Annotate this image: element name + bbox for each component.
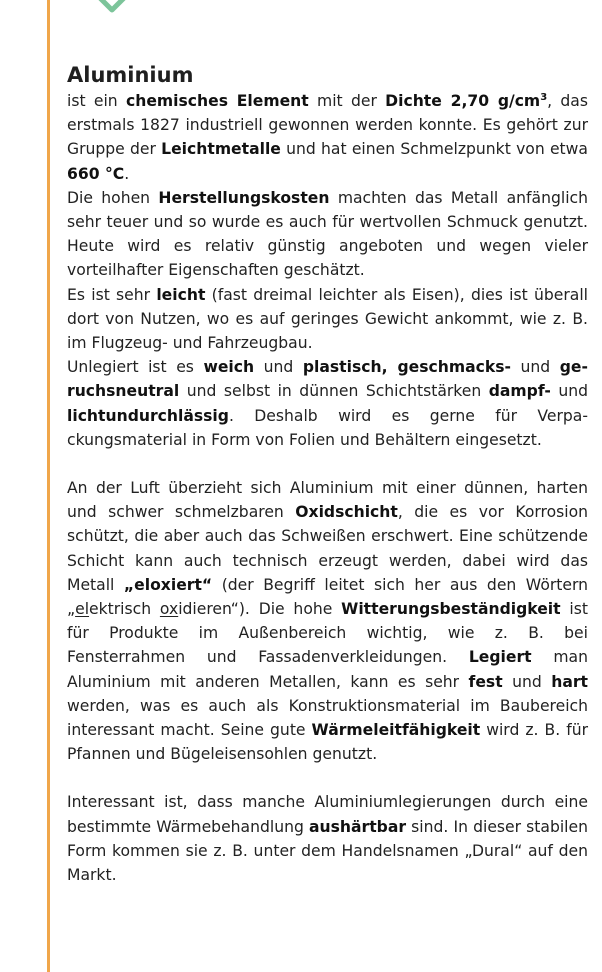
bold-term: fest	[468, 672, 503, 691]
paragraph-3	[67, 283, 588, 356]
density-label: Dichte 2,70 g/cm	[385, 92, 541, 110]
article	[67, 62, 588, 887]
bold-term: geruchsneutral	[67, 358, 588, 401]
text: und hat einen Schmelzpunkt von etwa	[280, 140, 588, 159]
text: ektrisch	[89, 600, 160, 619]
text: und	[550, 382, 588, 401]
text: und selbst in dünnen Schichtstärken	[179, 382, 489, 401]
text: An der Luft überzieht sich Aluminium mit einer dünnen, harten und schwer schmelzbaren	[67, 479, 588, 522]
text: . Deshalb wird es gerne für Verpackungsmaterial in Form von Folien und Behältern eingesetzt.	[67, 406, 588, 449]
text: Es ist sehr	[67, 285, 157, 304]
text: Interessant ist, dass manche Aluminiumlegierungen durch eine bestimmte Wärmebehandlung	[67, 793, 588, 836]
bold-term	[385, 92, 547, 110]
bold-term: aushärtbar	[309, 817, 407, 836]
text: werden, was es auch als Konstruktionsmaterial im Baubereich interessant macht. Seine gute	[67, 696, 588, 740]
text: (fast dreimal leichter als Eisen), dies ist überall dort von Nutzen, wo es auf geringes Gewicht ankommt, wie z. B. im Flugzeug- und Fahrzeugbau.	[67, 285, 588, 353]
text: sind. In dieser stabilen Form kommen sie z. B. unter dem Handelsnamen „Dural“ auf den Markt.	[67, 817, 588, 885]
bold-term: plastisch, geschmacks-	[302, 358, 512, 377]
paragraph-5	[67, 476, 588, 766]
text: und	[511, 358, 560, 377]
bold-term: Wärmeleitfähigkeit	[311, 721, 481, 740]
paragraph-4	[67, 355, 588, 452]
text: (der Begriff leitet sich her aus den Wörtern „	[67, 575, 588, 619]
bold-term: Herstellungskosten	[158, 188, 330, 207]
bold-term: weich	[203, 358, 255, 377]
text: wird z. B. für Pfannen und Bügeleisensohlen genutzt.	[67, 721, 588, 764]
text: .	[124, 164, 130, 183]
page-title: Aluminium	[67, 63, 194, 87]
text: , das erstmals 1827 industriell gewonnen werden konnte. Es gehört zur Gruppe der	[67, 92, 588, 159]
bold-term: chemisches Element	[125, 92, 309, 110]
superscript: 3	[540, 91, 548, 103]
text: mit der	[308, 92, 386, 110]
text: und	[502, 672, 552, 691]
bold-term: Witterungsbeständigkeit	[341, 600, 561, 619]
bold-term: Oxidschicht	[295, 503, 398, 522]
check-icon	[88, 0, 144, 18]
underlined-text: ox	[159, 600, 179, 619]
paragraph-2	[67, 186, 588, 283]
text: ist für Produkte im Außenbereich wichtig, wie z. B. bei Fensterrahmen und Fassadenverkleidungen.	[67, 600, 588, 667]
bold-term: dampf-	[488, 382, 551, 401]
bold-term: „eloxiert“	[123, 575, 213, 594]
underlined-text: el	[75, 600, 90, 619]
bold-term: lichtundurchlässig	[67, 406, 229, 425]
bold-term: Leichtmetalle	[161, 140, 281, 159]
text: Die hohen	[67, 188, 159, 207]
text: machten das Metall anfänglich sehr teuer und so wurde es auch für wertvollen Schmuck genutzt. Heute wird es relativ günstig angeboten und wegen vieler vorteilhafter Eigenschaften geschätzt.	[67, 188, 588, 280]
bold-term: hart	[551, 672, 588, 691]
text: idieren“). Die hohe	[178, 600, 342, 619]
text: ist ein	[67, 92, 126, 110]
paragraph-6	[67, 790, 588, 887]
text: und	[254, 358, 303, 377]
text: man Aluminium mit anderen Metallen, kann es sehr	[67, 648, 588, 691]
text: , die es vor Korrosion schützt, die aber auch das Schweißen erschwert. Eine schützende Schicht kann auch technisch erzeugt werden, dabei wird das Metall	[67, 503, 588, 594]
bold-term: Legiert	[468, 648, 532, 667]
bold-term: 660 °C	[67, 164, 125, 183]
margin-rule	[47, 0, 50, 972]
text: Unlegiert ist es	[67, 358, 204, 377]
paragraph-1	[67, 89, 588, 186]
bold-term: leicht	[156, 285, 206, 304]
